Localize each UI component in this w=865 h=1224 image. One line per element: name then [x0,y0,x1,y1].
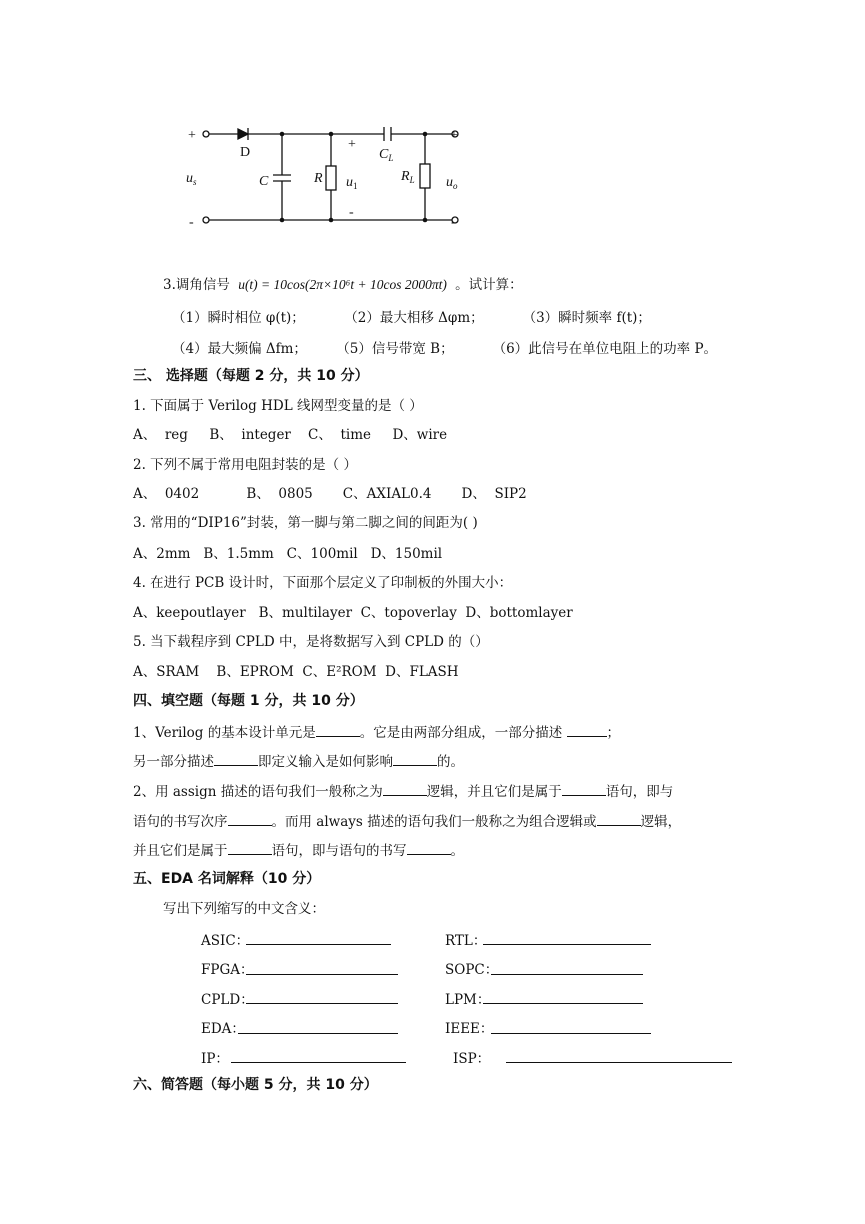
minus-in-label: - [189,215,194,230]
blank[interactable] [567,722,607,737]
res-r-label: R [314,171,323,186]
term-isp-answer-line[interactable] [506,1061,732,1063]
term-cpld-label: CPLD： [201,992,254,1008]
q3-item-5: （5）信号带宽 B； [336,341,454,357]
us-label: u [186,171,193,186]
section6-title: 六、简答题（每小题 5 分，共 10 分） [133,1077,378,1093]
term-lpm-answer-line[interactable] [483,1002,643,1004]
q3-tail: 。试计算： [455,277,523,293]
plus-out-label: + [450,128,458,143]
fill-line-5: 并且它们是属于 语句，即与语句的书写 。 [133,840,464,860]
uo-sub: o [453,181,458,191]
mc-q3: 3. 常用的“DIP16”封装，第一脚与第二脚之间的间距为( ) [133,515,478,531]
circuit-diagram [0,0,865,240]
input-terminal-top [203,131,209,137]
mc-q2: 2. 下列不属于常用电阻封装的是（ ） [133,457,357,473]
blank[interactable] [562,781,606,796]
u1-sub: 1 [353,181,358,191]
term-asic-answer-line[interactable] [246,943,391,945]
rl-label: R [401,169,410,184]
resistor-rl [420,164,430,188]
svg-text:u1 [346,175,358,191]
blank[interactable] [383,781,427,796]
mc-q5-options: A、SRAM B、EPROM C、E²ROM D、FLASH [133,664,459,680]
section5-instruction: 写出下列缩写的中文含义： [163,901,325,917]
svg-text:uo [446,175,458,191]
diode-symbol [238,129,248,139]
mc-q3-options: A、2mm B、1.5mm C、100mil D、150mil [133,546,443,562]
term-eda-label: EDA： [201,1021,245,1037]
q3-item-4: （4）最大频偏 Δfm； [172,341,307,357]
term-lpm-label: LPM： [445,992,491,1008]
term-sopc-label: SOPC： [445,962,499,978]
blank[interactable] [597,811,641,826]
mc-q4-options: A、keepoutlayer B、multilayer C、topoverlay D、bottomlayer [133,605,573,621]
svg-text:CL [379,147,393,163]
blank[interactable] [228,840,272,855]
term-rtl-label: RTL： [445,933,487,949]
fill-line-3: 2、用 assign 描述的语句我们一般称之为 逻辑，并且它们是属于 语句，即与 [133,781,673,801]
cl-sub: L [388,153,394,163]
term-eda-answer-line[interactable] [238,1032,398,1034]
q3-items-row2 [172,340,717,358]
q3-formula: u(t) = 10cos(2π×10⁶t + 10cos 2000πt) [238,277,447,292]
fill-line-4: 语句的书写次序 。而用 always 描述的语句我们一般称之为组合逻辑或 逻辑， [133,811,681,831]
section3-title: 三、 选择题（每题 2 分，共 10 分） [133,368,369,384]
mc-q2-options: A、 0402 B、 0805 C、AXIAL0.4 D、 SIP2 [133,486,527,502]
term-isp-label: ISP： [453,1051,491,1067]
minus-out-label: - [451,215,456,230]
blank[interactable] [407,840,451,855]
fill-line-1: 1、Verilog 的基本设计单元是 。它是由两部分组成，一部分描述 ； [133,722,620,742]
q3-item-3: （3）瞬时频率 f(t)； [522,310,651,326]
mc-q1-options: A、 reg B、 integer C、 time D、wire [133,427,448,443]
plus-mid-label: + [348,137,356,152]
mc-q4: 4. 在进行 PCB 设计时，下面那个层定义了印制板的外围大小： [133,575,513,591]
blank[interactable] [214,751,258,766]
minus-mid-label: - [349,205,354,220]
blank[interactable] [316,722,360,737]
term-asic-label: ASIC： [201,933,250,949]
u1-label: u [346,175,353,190]
us-sub: s [193,177,197,187]
q3-item-2: （2）最大相移 Δφm； [344,310,484,326]
section5-title: 五、EDA 名词解释（10 分） [133,871,321,887]
uo-label: u [446,175,453,190]
term-rtl-answer-line[interactable] [483,943,651,945]
cap-c-label: C [259,174,269,189]
q3-intro: 3.调角信号 [163,277,230,293]
term-sopc-answer-line[interactable] [491,973,643,975]
blank[interactable] [228,811,272,826]
section4-title: 四、填空题（每题 1 分，共 10 分） [133,693,364,709]
q3-statement [163,276,523,294]
svg-text:RL [400,169,415,185]
term-ip-label: IP： [201,1051,229,1067]
q3-items-row1 [172,309,651,327]
term-cpld-answer-line[interactable] [246,1002,398,1004]
fill-line-2: 另一部分描述 即定义输入是如何影响 的。 [133,751,464,771]
term-fpga-answer-line[interactable] [246,973,398,975]
input-terminal-bottom [203,217,209,223]
term-ip-answer-line[interactable] [231,1061,406,1063]
cl-label: C [379,147,389,162]
term-fpga-label: FPGA： [201,962,254,978]
rl-sub: L [409,175,415,185]
q3-item-1: （1）瞬时相位 φ(t)； [172,310,305,326]
svg-text:us [186,171,197,187]
mc-q1: 1. 下面属于 Verilog HDL 线网型变量的是（ ） [133,398,423,414]
q3-item-6: （6）此信号在单位电阻上的功率 P。 [492,341,718,357]
term-ieee-answer-line[interactable] [491,1032,651,1034]
resistor-r [326,166,336,190]
mc-q5: 5. 当下载程序到 CPLD 中，是将数据写入到 CPLD 的（） [133,634,489,650]
blank[interactable] [393,751,437,766]
diode-label: D [240,145,251,160]
term-ieee-label: IEEE： [445,1021,494,1037]
plus-in-label: + [188,128,196,143]
